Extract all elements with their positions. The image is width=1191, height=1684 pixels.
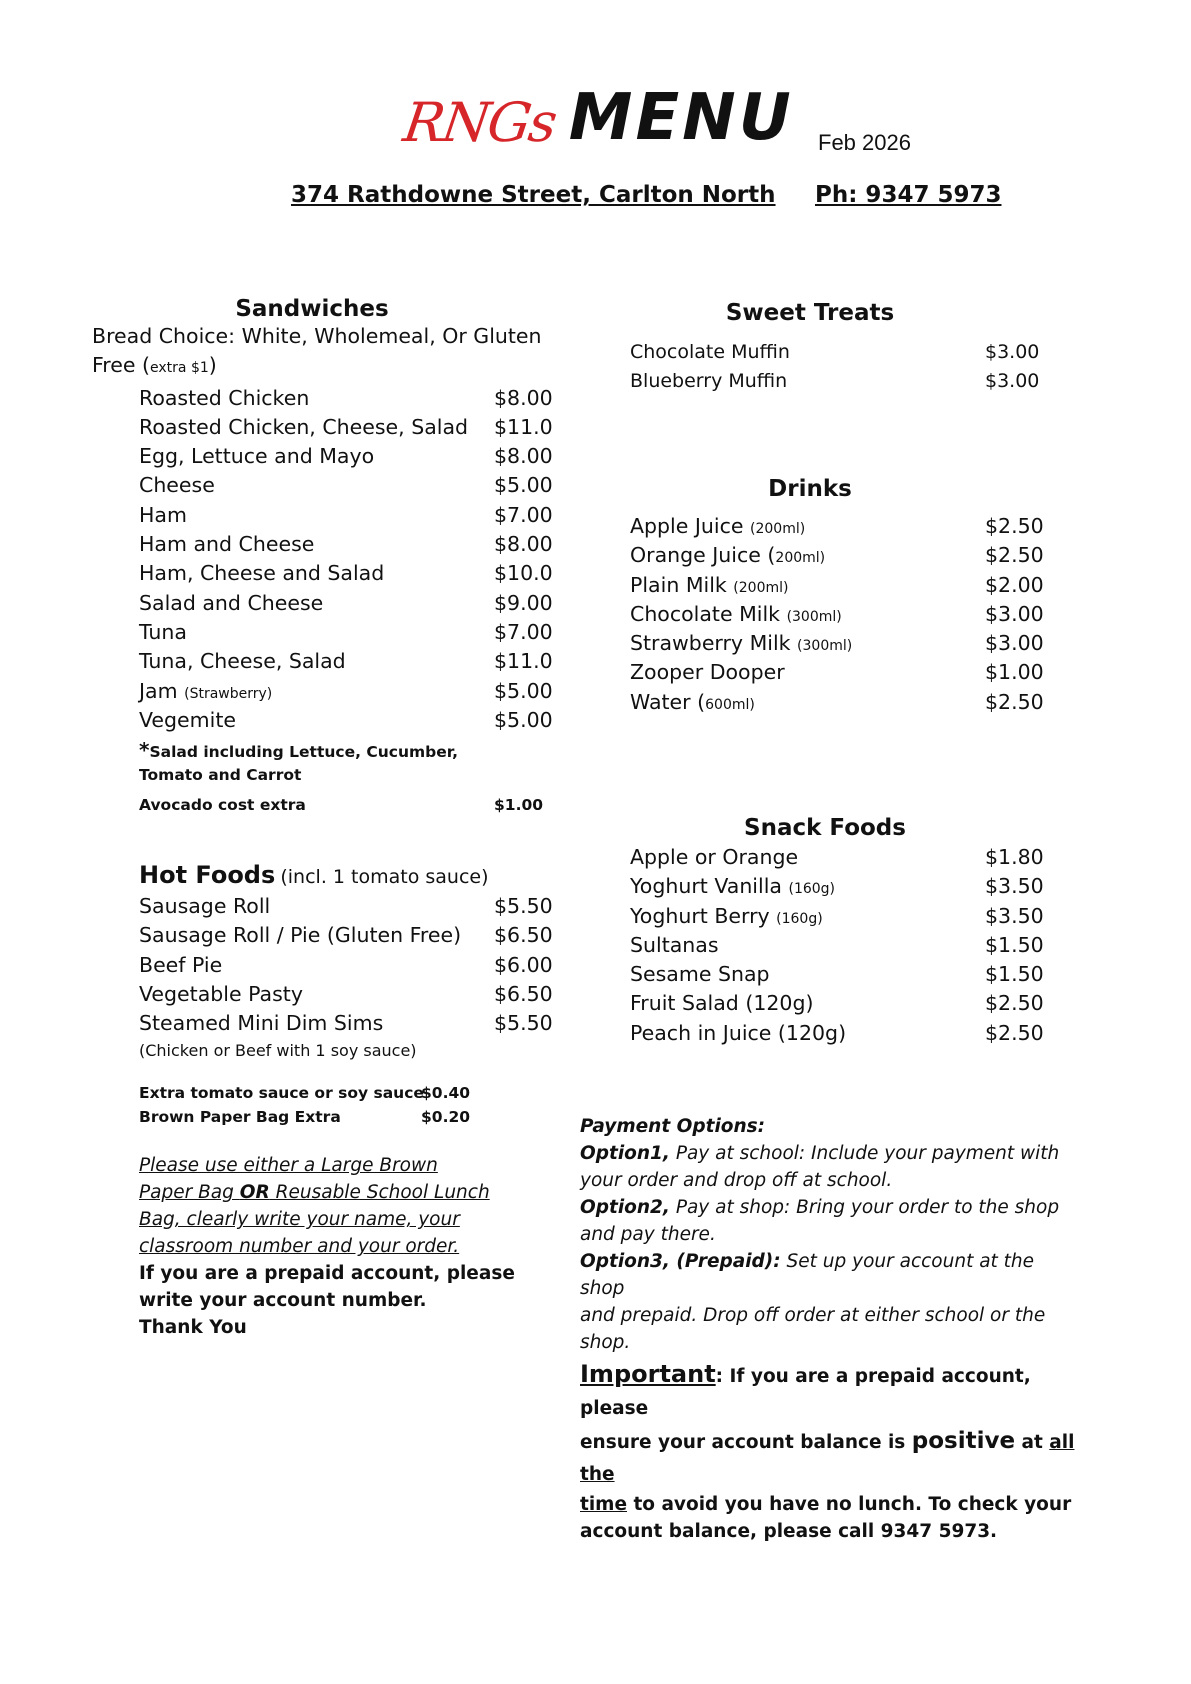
item-note: (300ml) <box>797 638 853 655</box>
item-note: (Strawberry) <box>184 685 273 702</box>
item-price: $6.50 <box>494 923 553 948</box>
item-name: Sesame Snap <box>630 962 770 987</box>
item-price: $11.0 <box>494 649 553 674</box>
item-name: Plain Milk <box>630 572 734 597</box>
option-2: Option2, Pay at shop: Bring your order to the shop <box>580 1197 1060 1218</box>
menu-date: Feb 2026 <box>818 130 911 155</box>
menu-item <box>630 1019 1050 1048</box>
sweet-treats-title: Sweet Treats <box>725 300 895 326</box>
sweet-treats-section <box>630 300 1050 397</box>
logo-word: MENU <box>568 81 794 155</box>
item-price: $5.00 <box>494 678 553 703</box>
extras-list <box>139 1082 579 1130</box>
item-note: 600ml) <box>705 696 755 713</box>
menu-item <box>139 384 562 413</box>
shop-address: 374 Rathdowne Street, Carlton North <box>291 182 776 208</box>
item-price: $3.00 <box>985 631 1044 656</box>
menu-item <box>630 989 1050 1018</box>
item-name: Roasted Chicken <box>139 385 310 410</box>
item-price: $3.00 <box>985 601 1044 626</box>
item-price: $3.50 <box>985 874 1044 899</box>
item-name: Chocolate Milk <box>630 601 787 626</box>
item-price: $8.00 <box>494 444 553 469</box>
item-name: Egg, Lettuce and Mayo <box>139 444 375 469</box>
extra-item <box>139 1082 579 1106</box>
menu-item <box>630 512 1050 541</box>
menu-item <box>630 338 1050 367</box>
item-note: (160g) <box>788 881 836 898</box>
payment-options: Payment Options: Option1, Pay at school: Include your payment with your order and drop off at school. Option2, Pay at shop: Bring your order to the shop and pay there. Option3, (Prepaid): Set up your account at the shop and prepaid. Drop off order at either school or the shop. Important: If you are a prepaid account, please ensure your account balance is positive at all the time to avoid you have no lunch. To check your account balance, please call 9347 5973. <box>580 1113 1080 1545</box>
item-price: $2.50 <box>985 543 1044 568</box>
item-price: $2.50 <box>985 991 1044 1016</box>
option-3: Option3, (Prepaid): Set up your account at the shop <box>580 1251 1035 1299</box>
item-name: Jam <box>139 678 185 703</box>
extra-item <box>139 1106 579 1130</box>
menu-item <box>139 677 562 706</box>
menu-item <box>630 629 1050 658</box>
item-name: Ham and Cheese <box>139 532 315 557</box>
dimsim-note: (Chicken or Beef with 1 soy sauce) <box>139 1041 417 1061</box>
menu-item <box>630 367 1050 396</box>
menu-item <box>139 589 562 618</box>
item-price: $11.0 <box>494 414 553 439</box>
snack-foods-section <box>630 815 1050 1048</box>
item-name: Chocolate Muffin <box>630 341 790 363</box>
item-name: Peach in Juice (120g) <box>630 1020 847 1045</box>
menu-item <box>139 618 562 647</box>
snack-foods-title: Snack Foods <box>744 815 906 841</box>
snack-foods-list <box>630 843 1050 1048</box>
menu-item <box>139 413 562 442</box>
menu-item <box>139 892 579 921</box>
menu-item <box>630 541 1050 570</box>
item-name: Water ( <box>630 689 706 714</box>
sweet-treats-list <box>630 338 1050 397</box>
item-note: (200ml) <box>733 579 789 596</box>
menu-item <box>139 471 562 500</box>
logo-mark: RNGs <box>399 91 560 154</box>
extra-label: Brown Paper Bag Extra <box>139 1108 341 1127</box>
sandwiches-section <box>92 296 562 818</box>
item-price: $2.00 <box>985 572 1044 597</box>
menu-item <box>139 501 562 530</box>
item-name: Cheese <box>139 473 215 498</box>
important-notice: Important: If you are a prepaid account, please ensure your account balance is positive at all the time to avoid you have no lunch. To check your account balance, please call 9347 5973. <box>580 1360 1075 1542</box>
menu-item <box>630 688 1050 717</box>
item-price: $5.50 <box>494 894 553 918</box>
menu-item <box>139 1009 579 1038</box>
item-price: $2.50 <box>985 689 1044 714</box>
item-name: Yoghurt Berry <box>630 903 777 928</box>
item-name: Sausage Roll / Pie (Gluten Free) <box>139 923 462 948</box>
item-name: Strawberry Milk <box>630 631 798 656</box>
extra-label: Extra tomato sauce or soy sauce <box>139 1084 424 1103</box>
menu-item <box>630 600 1050 629</box>
item-name: Tuna <box>139 619 187 644</box>
item-price: $1.80 <box>985 845 1044 869</box>
menu-item <box>139 706 562 735</box>
option-1: Option1, Pay at school: Include your payment with <box>580 1143 1060 1164</box>
item-price: $5.00 <box>494 707 553 732</box>
item-name: Ham, Cheese and Salad <box>139 561 385 586</box>
item-name: Salad and Cheese <box>139 590 324 615</box>
hot-foods-heading: Hot Foods (incl. 1 tomato sauce) <box>139 861 489 889</box>
item-name: Sausage Roll <box>139 894 271 918</box>
shop-phone: Ph: 9347 5973 <box>815 182 1002 208</box>
item-price: $5.00 <box>494 473 553 498</box>
item-note: (160g) <box>776 910 823 927</box>
menu-item <box>139 442 562 471</box>
menu-item <box>139 980 579 1009</box>
item-name: Roasted Chicken, Cheese, Salad <box>139 414 469 439</box>
payment-title: Payment Options: <box>580 1116 766 1137</box>
salad-note: *Salad including Lettuce, Cucumber, Tomato and Carrot <box>139 738 459 785</box>
item-price: $8.00 <box>494 385 553 410</box>
menu-item <box>630 658 1050 687</box>
logo <box>399 81 794 155</box>
item-price: $3.00 <box>985 341 1040 363</box>
menu-item <box>630 843 1050 872</box>
drinks-title: Drinks <box>768 476 852 502</box>
item-name: Apple Juice <box>630 514 751 538</box>
item-name: Fruit Salad (120g) <box>630 991 814 1016</box>
bread-choice: Bread Choice: White, Wholemeal, Or Gluten Free (extra $1) <box>92 324 542 378</box>
item-name: Vegetable Pasty <box>139 981 303 1006</box>
item-price: $3.50 <box>985 903 1044 928</box>
item-note: (200ml) <box>750 521 806 537</box>
item-price: $9.00 <box>494 590 553 615</box>
item-price: $1.50 <box>985 932 1044 957</box>
bag-instructions: Please use either a Large Brown Paper Bag OR Reusable School Lunch Bag, clearly write your name, your classroom number and your order. If you are a prepaid account, please write your account number. Thank You <box>139 1155 515 1339</box>
menu-item <box>630 902 1050 931</box>
extra-price: $0.20 <box>421 1108 471 1127</box>
menu-item <box>630 960 1050 989</box>
item-name: Tuna, Cheese, Salad <box>139 649 346 674</box>
extra-price: $0.40 <box>421 1084 471 1103</box>
item-note: (300ml) <box>786 608 842 625</box>
menu-item <box>139 921 579 950</box>
drinks-list <box>630 512 1050 717</box>
item-price: $5.50 <box>494 1011 553 1036</box>
item-price: $2.50 <box>985 514 1044 538</box>
item-name: Orange Juice ( <box>630 543 776 568</box>
sandwich-list <box>139 384 562 736</box>
menu-item <box>139 530 562 559</box>
item-price: $6.00 <box>494 952 553 977</box>
item-price: $1.00 <box>985 660 1044 685</box>
menu-item <box>139 559 562 588</box>
item-name: Vegemite <box>139 707 236 732</box>
menu-item <box>139 951 579 980</box>
item-name: Zooper Dooper <box>630 660 785 685</box>
menu-item <box>630 571 1050 600</box>
sandwiches-title: Sandwiches <box>235 296 389 322</box>
item-note: 200ml) <box>775 550 826 567</box>
menu-item <box>630 931 1050 960</box>
item-name: Steamed Mini Dim Sims <box>139 1011 384 1036</box>
item-name: Yoghurt Vanilla <box>630 874 789 899</box>
item-price: $1.50 <box>985 962 1044 987</box>
item-price: $2.50 <box>985 1020 1044 1045</box>
menu-item <box>139 647 562 676</box>
item-price: $3.00 <box>985 370 1040 393</box>
hot-foods-section <box>139 858 579 1341</box>
item-name: Beef Pie <box>139 952 223 977</box>
drinks-section <box>630 476 1050 717</box>
hot-foods-list <box>139 892 579 1038</box>
item-name: Blueberry Muffin <box>630 370 788 393</box>
item-price: $7.00 <box>494 619 553 644</box>
avocado-extra: Avocado cost extra $1.00 <box>139 796 544 815</box>
item-price: $8.00 <box>494 532 553 557</box>
item-price: $6.50 <box>494 981 553 1006</box>
menu-item <box>630 872 1050 901</box>
item-name: Sultanas <box>630 932 719 957</box>
item-price: $10.0 <box>494 561 553 586</box>
item-name: Apple or Orange <box>630 845 799 869</box>
item-price: $7.00 <box>494 502 553 527</box>
item-name: Ham <box>139 502 187 527</box>
